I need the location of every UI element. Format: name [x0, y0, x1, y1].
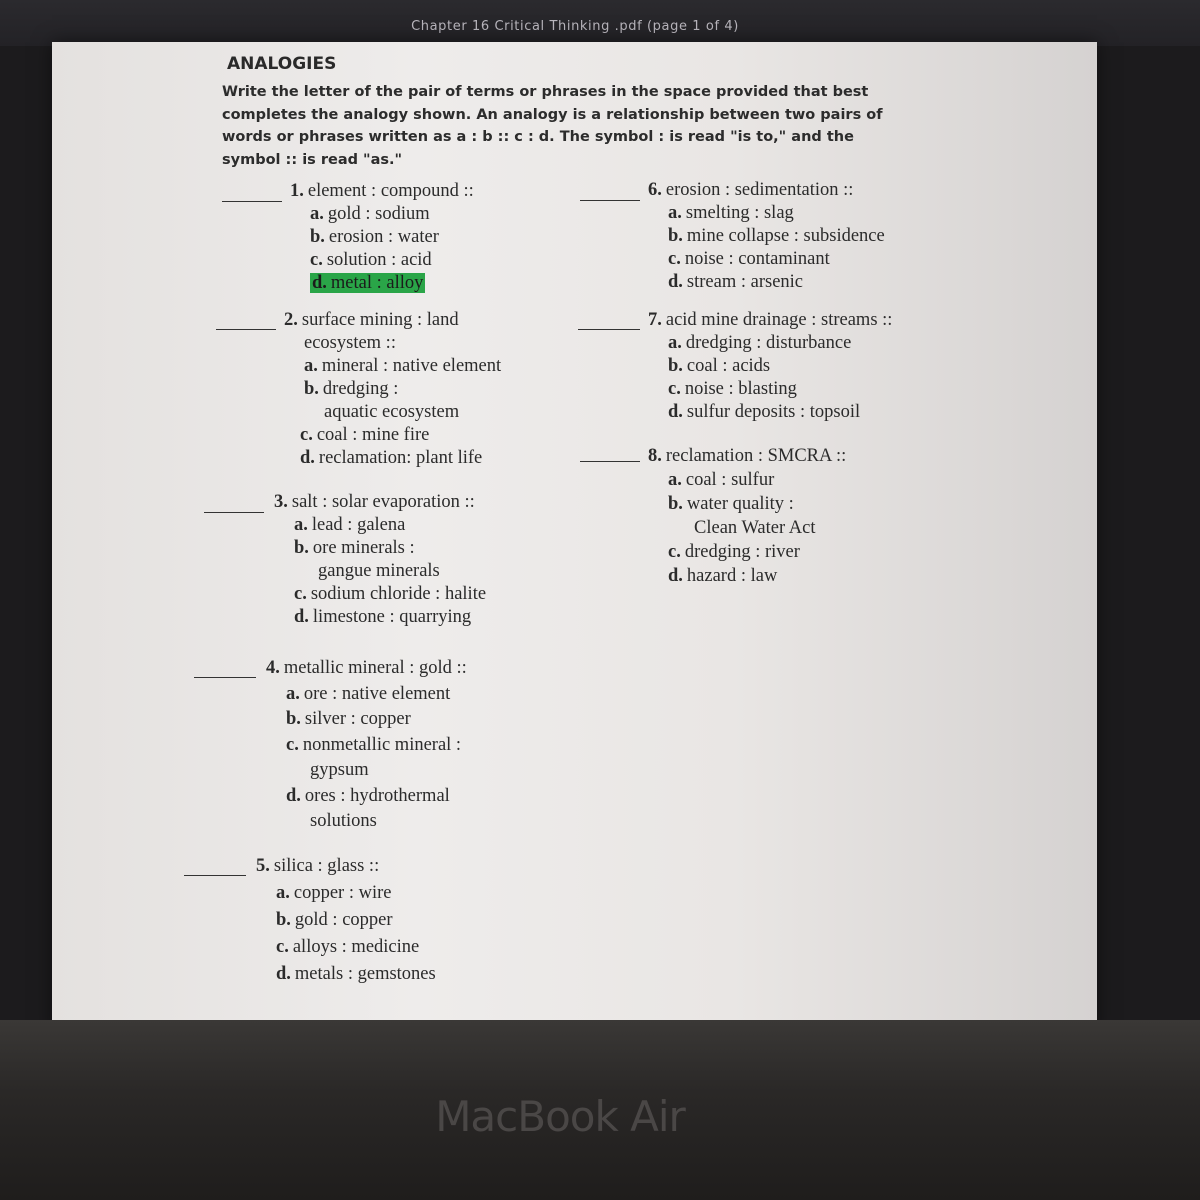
option-letter: b.	[668, 226, 683, 246]
text-label: coal : sulfur	[685, 470, 775, 490]
text-label: hazard : law	[686, 566, 778, 586]
text-label: 3.	[274, 492, 288, 512]
answer-highlight	[310, 273, 425, 293]
text-label: metal : alloy	[330, 273, 424, 293]
question-6	[648, 179, 885, 294]
section-heading: ANALOGIES	[227, 54, 337, 74]
option-c	[294, 583, 486, 606]
option-letter: b.	[286, 709, 301, 729]
text-label: dredging : river	[684, 542, 800, 562]
text-label: sodium chloride : halite	[310, 584, 487, 604]
text-label: solution : acid	[326, 250, 432, 270]
option-d	[300, 447, 501, 470]
option-a	[276, 880, 436, 907]
option-b	[668, 225, 885, 248]
text-label: copper : wire	[293, 883, 392, 903]
device-brand-label: MacBook Air	[435, 1092, 685, 1141]
text-label: dredging : disturbance	[685, 333, 852, 353]
option-c	[668, 248, 885, 271]
text-label: alloys : medicine	[292, 937, 420, 957]
option-d	[668, 271, 885, 294]
option-c	[310, 249, 474, 272]
answer-blank-6[interactable]	[580, 200, 640, 201]
option-letter: a.	[310, 204, 324, 224]
text-label: 8.	[648, 446, 662, 466]
question-4	[266, 656, 467, 835]
text-label: 4.	[266, 658, 280, 678]
option-letter: d.	[668, 272, 683, 292]
text-label: erosion : sedimentation ::	[665, 180, 854, 200]
question-5	[256, 853, 436, 988]
option-letter: d.	[286, 785, 301, 806]
question-1	[290, 180, 474, 295]
text-label: gold : copper	[294, 910, 393, 930]
option-c	[668, 540, 846, 564]
text-label: sulfur deposits : topsoil	[686, 402, 861, 422]
answer-blank-2[interactable]	[216, 329, 276, 330]
option-letter: b.	[310, 227, 325, 247]
option-d-highlighted	[310, 272, 474, 295]
text-label: mine collapse : subsidence	[686, 226, 885, 246]
text-label: gold : sodium	[327, 204, 430, 224]
question-2	[284, 309, 501, 470]
option-a	[668, 468, 846, 492]
text-label: salt : solar evaporation ::	[291, 492, 475, 512]
answer-blank-8[interactable]	[580, 461, 640, 462]
option-continuation: Clean Water Act	[694, 518, 816, 538]
option-b	[294, 537, 486, 560]
question-number: 1.	[290, 181, 304, 201]
text-label: reclamation: plant life	[318, 448, 483, 468]
option-letter: c.	[300, 425, 313, 445]
option-letter: c.	[294, 584, 307, 604]
question-stem: element : compound ::	[307, 181, 474, 201]
option-continuation: gangue minerals	[318, 561, 440, 581]
text-label: ores : hydrothermal	[304, 785, 450, 806]
option-continuation: solutions	[310, 811, 377, 831]
option-c	[668, 378, 892, 401]
text-label: ore minerals :	[312, 538, 415, 558]
option-d	[668, 564, 846, 588]
option-letter: b.	[668, 356, 683, 376]
text-label: 5.	[256, 856, 270, 876]
answer-blank-5[interactable]	[184, 875, 246, 876]
option-a	[294, 514, 486, 537]
option-c	[276, 934, 436, 961]
option-b	[310, 226, 474, 249]
window-title: Chapter 16 Critical Thinking .pdf (page 1 of 4)	[411, 19, 739, 34]
answer-blank-4[interactable]	[194, 677, 256, 678]
option-a	[668, 202, 885, 225]
text-label: ecosystem ::	[304, 333, 396, 353]
text-label: mineral : native element	[321, 356, 502, 376]
option-letter: a.	[668, 203, 682, 223]
option-d	[286, 784, 467, 810]
text-label: lead : galena	[311, 515, 406, 535]
instructions-text: Write the letter of the pair of terms or phrases in the space provided that best completes the analogy shown. An analogy is a relationship between two pairs of words or phrases written as a : b :: c : d. The symbol : is read "is to," and the symbol :: is read "as."	[222, 84, 883, 168]
text-label: metals : gemstones	[294, 964, 436, 984]
option-letter: a.	[276, 883, 290, 903]
option-letter: d.	[294, 607, 309, 627]
text-label: stream : arsenic	[686, 272, 804, 292]
question-8	[648, 444, 846, 588]
option-letter: a.	[668, 470, 682, 490]
option-letter: c.	[276, 937, 289, 957]
text-label: ore : native element	[303, 683, 451, 704]
option-c	[286, 733, 467, 759]
option-letter: c.	[310, 250, 323, 270]
option-b	[286, 707, 467, 733]
option-letter: b.	[276, 910, 291, 930]
option-a	[304, 355, 501, 378]
text-label: smelting : slag	[685, 203, 794, 223]
question-7	[648, 309, 892, 424]
option-d	[668, 401, 892, 424]
option-letter: d.	[668, 566, 683, 586]
option-b	[304, 378, 501, 401]
option-letter: a.	[286, 683, 300, 704]
text-label: metallic mineral : gold ::	[283, 658, 467, 678]
answer-blank-3[interactable]	[204, 512, 264, 513]
option-letter: a.	[304, 356, 318, 376]
option-letter: a.	[294, 515, 308, 535]
option-a	[286, 682, 467, 708]
text-label: silica : glass ::	[273, 856, 380, 876]
text-label: noise : contaminant	[684, 249, 830, 269]
pdf-page[interactable]	[52, 42, 1097, 1032]
option-letter: c.	[668, 379, 681, 399]
option-letter: b.	[304, 379, 319, 399]
option-continuation: gypsum	[310, 760, 369, 780]
option-b	[276, 907, 436, 934]
window-title-bar	[0, 0, 1200, 46]
text-label: limestone : quarrying	[312, 607, 472, 627]
option-letter: c.	[286, 734, 299, 755]
text-label: noise : blasting	[684, 379, 797, 399]
text-label: water quality :	[686, 494, 794, 514]
text-label: acid mine drainage : streams ::	[665, 310, 893, 330]
option-letter: b.	[668, 494, 683, 514]
option-d	[276, 961, 436, 988]
option-a	[668, 332, 892, 355]
option-b	[668, 492, 846, 516]
text-label: 6.	[648, 180, 662, 200]
text-label: coal : mine fire	[316, 425, 430, 445]
option-a	[310, 203, 474, 226]
text-label: reclamation : SMCRA ::	[665, 446, 847, 466]
text-label: erosion : water	[328, 227, 439, 247]
text-label: nonmetallic mineral :	[302, 734, 462, 755]
option-letter: d.	[276, 964, 291, 984]
option-letter: d.	[300, 448, 315, 468]
text-label: 2.	[284, 310, 298, 330]
text-label: silver : copper	[304, 709, 411, 729]
text-label: surface mining : land	[301, 310, 459, 330]
text-label: dredging :	[322, 379, 399, 399]
option-letter: b.	[294, 538, 309, 558]
option-d	[294, 606, 486, 629]
option-letter: d.	[668, 402, 683, 422]
option-b	[668, 355, 892, 378]
option-letter: d.	[312, 273, 327, 293]
answer-blank-1[interactable]	[222, 201, 282, 202]
text-label: 7.	[648, 310, 662, 330]
option-continuation: aquatic ecosystem	[324, 402, 460, 422]
question-3	[274, 491, 486, 629]
option-letter: c.	[668, 249, 681, 269]
text-label: coal : acids	[686, 356, 771, 376]
option-letter: c.	[668, 542, 681, 562]
option-c	[300, 424, 501, 447]
answer-blank-7[interactable]	[578, 329, 640, 330]
option-letter: a.	[668, 333, 682, 353]
